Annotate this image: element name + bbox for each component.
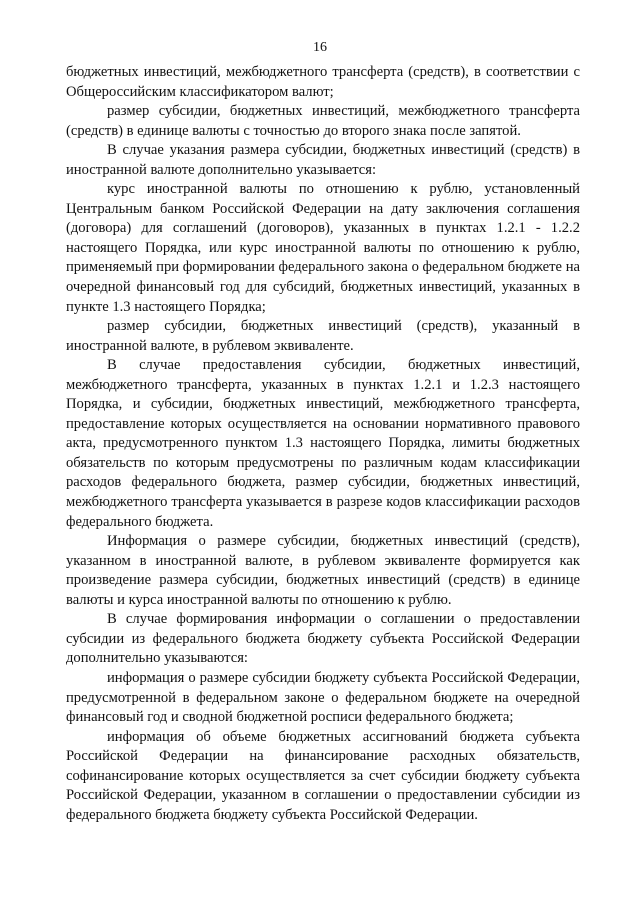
- paragraph-5: размер субсидии, бюджетных инвестиций (средств), указанный в иностранной валюте, в рублевом эквиваленте.: [66, 318, 580, 354]
- paragraph-2: размер субсидии, бюджетных инвестиций, межбюджетного трансферта (средств) в единице валюты с точностью до второго знака после запятой.: [66, 103, 580, 139]
- paragraph-8: В случае формирования информации о соглашении о предоставлении субсидии из федерального бюджета бюджету субъекта Российской Федерации дополнительно указываются:: [66, 611, 580, 667]
- page-number: 16: [313, 40, 327, 55]
- paragraph-3: В случае указания размера субсидии, бюджетных инвестиций (средств) в иностранной валюте дополнительно указывается:: [66, 142, 580, 178]
- paragraph-7: Информация о размере субсидии, бюджетных инвестиций (средств), указанном в иностранной валюте, в рублевом эквиваленте формируется как произведение размера субсидии, бюджетных инвестиций (средств) в единице валюты и курса иностранной валюты по отношению к рублю.: [66, 533, 580, 608]
- paragraph-9: информация о размере субсидии бюджету субъекта Российской Федерации, предусмотренной в федеральном законе о федеральном бюджете на очередной финансовый год и сводной бюджетной росписи федерального бюджета;: [66, 669, 580, 726]
- paragraph-4: курс иностранной валюты по отношению к рублю, установленный Центральным банком Российской Федерации на дату заключения соглашения (договора) для соглашений (договоров), указанных в пунктах 1.2.1 - 1.2.2 настоящего Порядка, или курс иностранной валюты по отношению к рублю, применяемый при формировании федерального закона о федеральном бюджете на очередной финансовый год для субсидий, бюджетных инвестиций, указанных в пункте 1.3 настоящего Порядка;: [66, 181, 580, 315]
- paragraph-10: информация об объеме бюджетных ассигнований бюджета субъекта Российской Федерации на финансирование расходных обязательств, софинансирование которых осуществляется за счет субсидии бюджету субъекта Российской Федерации, указанном в соглашении о предоставлении субсидии из федерального бюджета бюджету субъекта Российской Федерации.: [66, 728, 580, 823]
- paragraph-1: бюджетных инвестиций, межбюджетного трансферта (средств), в соответствии с Общероссийским классификатором валют;: [66, 64, 580, 100]
- paragraph-6: В случае предоставления субсидии, бюджетных инвестиций, межбюджетного трансферта, указанных в пунктах 1.2.1 и 1.2.3 настоящего Порядка, и субсидии, бюджетных инвестиций, межбюджетного трансферта, предоставление которых осуществляется на основании нормативного правового акта, предусмотренного пунктом 1.3 настоящего Порядка, лимиты бюджетных обязательств по которым предусмотрены по различным кодам классификации расходов федерального бюджета, размер субсидии, бюджетных инвестиций, межбюджетного трансферта указывается в разрезе кодов классификации расходов федерального бюджета.: [66, 357, 580, 530]
- document-body: [66, 63, 580, 825]
